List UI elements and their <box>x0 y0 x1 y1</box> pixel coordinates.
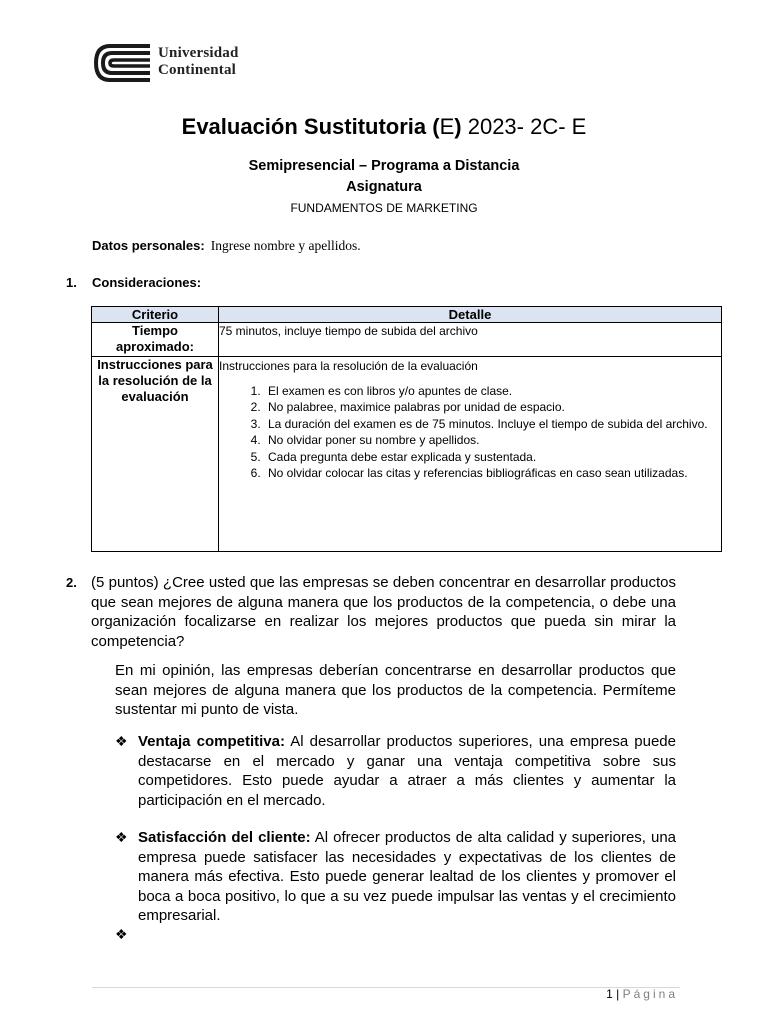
bullet-text: Al ofrecer productos de alta calidad y superiores, una empresa puede satisfacer las necesidades y expectativas de los clientes de manera más efectiva. Esto puede generar lealtad de los clientes y promover el boca a boca positivo, lo que a su vez puede impulsar las ventas y el crecimiento empresarial. <box>138 829 677 924</box>
bullet-heading: Ventaja competitiva: <box>138 733 285 750</box>
logo-text <box>158 45 239 79</box>
title-letter: E <box>439 114 455 139</box>
personal-data-value[interactable]: Ingrese nombre y apellidos. <box>210 238 361 253</box>
criterion-instructions: Instrucciones para la resolución de la evaluación <box>92 357 219 552</box>
university-logo <box>92 42 252 84</box>
instructions-list <box>219 383 721 482</box>
question-2-text: (5 puntos) ¿Cree usted que las empresas se deben concentrar en desarrollar productos que sean mejores de alguna manera que los productos de la competencia, o debe una organización focalizarse en realizar los mejores productos que pueda sin mirar la competencia? <box>91 574 676 650</box>
page-number: 1 <box>606 987 613 1001</box>
list-item: 4. No olvidar poner su nombre y apellidos. <box>264 432 721 449</box>
diamond-bullet-icon: ❖ <box>115 733 128 749</box>
list-item: 6. No olvidar colocar las citas y referencias bibliográficas en caso sean utilizadas. <box>264 465 721 482</box>
detail-instructions <box>219 357 722 552</box>
question-2-number: 2. <box>66 575 77 590</box>
table-row <box>92 357 722 552</box>
course-name: FUNDAMENTOS DE MARKETING <box>290 201 478 215</box>
title-close: ) <box>454 114 462 139</box>
bullet-heading: Satisfacción del cliente: <box>138 829 311 846</box>
title-code: 2023- 2C- E <box>467 114 587 139</box>
considerations-table <box>91 306 722 552</box>
list-item: 5. Cada pregunta debe estar explicada y sustentada. <box>264 449 721 466</box>
answer-bullet-2 <box>115 828 676 926</box>
detail-time: 75 minutos, incluye tiempo de subida del archivo <box>219 323 722 357</box>
answer-intro: En mi opinión, las empresas deberían concentrarse en desarrollar productos que sean mejores de alguna manera que los productos de la competencia. Permíteme sustentar mi punto de vista. <box>115 662 676 718</box>
document-title <box>0 114 768 140</box>
table-header-row <box>92 307 722 323</box>
continental-logo-icon <box>92 42 152 84</box>
diamond-bullet-icon: ❖ <box>115 926 128 942</box>
subject-label: Asignatura <box>346 179 422 195</box>
page-word: Página <box>622 987 678 1001</box>
section-1-number: 1. <box>66 275 77 290</box>
table-header-criterio: Criterio <box>92 307 219 323</box>
section-1-label: Consideraciones: <box>92 275 202 290</box>
diamond-bullet-icon: ❖ <box>115 829 128 845</box>
personal-data <box>92 238 361 254</box>
instructions-intro: Instrucciones para la resolución de la evaluación <box>219 359 478 373</box>
bullet-text: Al desarrollar productos superiores, una empresa puede destacarse en el mercado y ganar una ventaja competitiva sobre sus competidores. Esto puede ayudar a atraer a más clientes y aumentar la participación en el mercado. <box>138 733 676 809</box>
footer-separator: | <box>616 987 620 1001</box>
table-row <box>92 323 722 357</box>
list-item: 1. El examen es con libros y/o apuntes de clase. <box>264 383 721 400</box>
criterion-time: Tiempo aproximado: <box>92 323 219 357</box>
personal-data-label: Datos personales: <box>92 238 205 253</box>
list-item: 3. La duración del examen es de 75 minutos. Incluye el tiempo de subida del archivo. <box>264 416 721 433</box>
page-footer <box>560 987 678 1001</box>
title-main: Evaluación Sustitutoria ( <box>181 114 440 139</box>
logo-line-2: Continental <box>158 62 237 78</box>
answer-bullet-1 <box>115 732 676 810</box>
program-subtitle: Semipresencial – Programa a Distancia <box>248 158 520 174</box>
logo-line-1: Universidad <box>158 45 239 61</box>
table-header-detalle: Detalle <box>219 307 722 323</box>
list-item: 2. No palabree, maximice palabras por unidad de espacio. <box>264 399 721 416</box>
